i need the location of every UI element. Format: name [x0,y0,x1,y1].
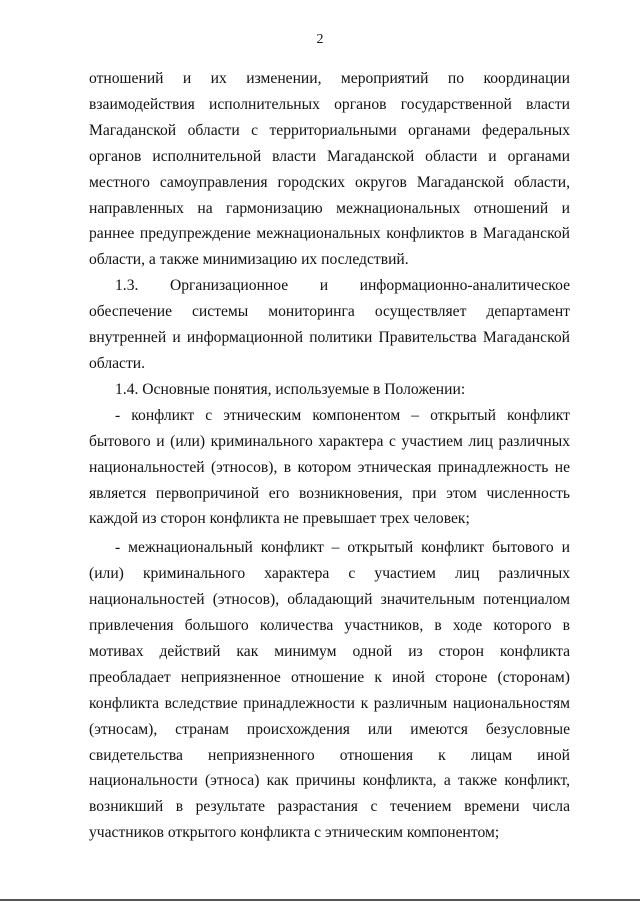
paragraph-1-3: 1.3. Организационное и информационно-аналитическое обеспечение системы мониторинга осуществляет департамент внутренней и информационной политики Правительства Магаданской области. [89,277,570,372]
page-number: 2 [316,32,324,47]
definition-interethnic-conflict: - межнациональный конфликт – открытый конфликт бытового и (или) криминального характера с участием лиц различных национальностей (этносов), обладающий значительным потенциалом привлечения большого количества участников, в ходе которого в мотивах действий как минимум одной из сторон конфликта преобладает неприязненное отношение к иной стороне (сторонам) конфликта вследствие принадлежности к различным национальностям (этносам), странам происхождения или имеются безусловные свидетельства неприязненного отношения к лицам иной национальности (этноса) как причины конфликта, а также конфликт, возникший в результате разрастания с течением времени числа участников открытого конфликта с этническим компонентом; [89,539,570,842]
scan-edge-line [0,899,640,901]
document-body [89,66,570,846]
paragraph-continuation: отношений и их изменении, мероприятий по координации взаимодействия исполнительных органов государственной власти Магаданской области с территориальными органами федеральных органов исполнительной власти Магаданской области и органами местного самоуправления городских округов Магаданской области, направленных на гармонизацию межнациональных отношений и раннее предупреждение межнациональных конфликтов в Магаданской области, а также минимизацию их последствий. [89,70,570,269]
paragraph-1-4: 1.4. Основные понятия, используемые в Положении: [115,380,466,398]
definition-ethnic-component-conflict: - конфликт с этническим компонентом – открытый конфликт бытового и (или) криминального характера с участием лиц различных национальностей (этносов), в котором этническая принадлежность не является первопричиной его возникновения, при этом численность каждой из сторон конфликта не превышает трех человек; [89,406,570,528]
